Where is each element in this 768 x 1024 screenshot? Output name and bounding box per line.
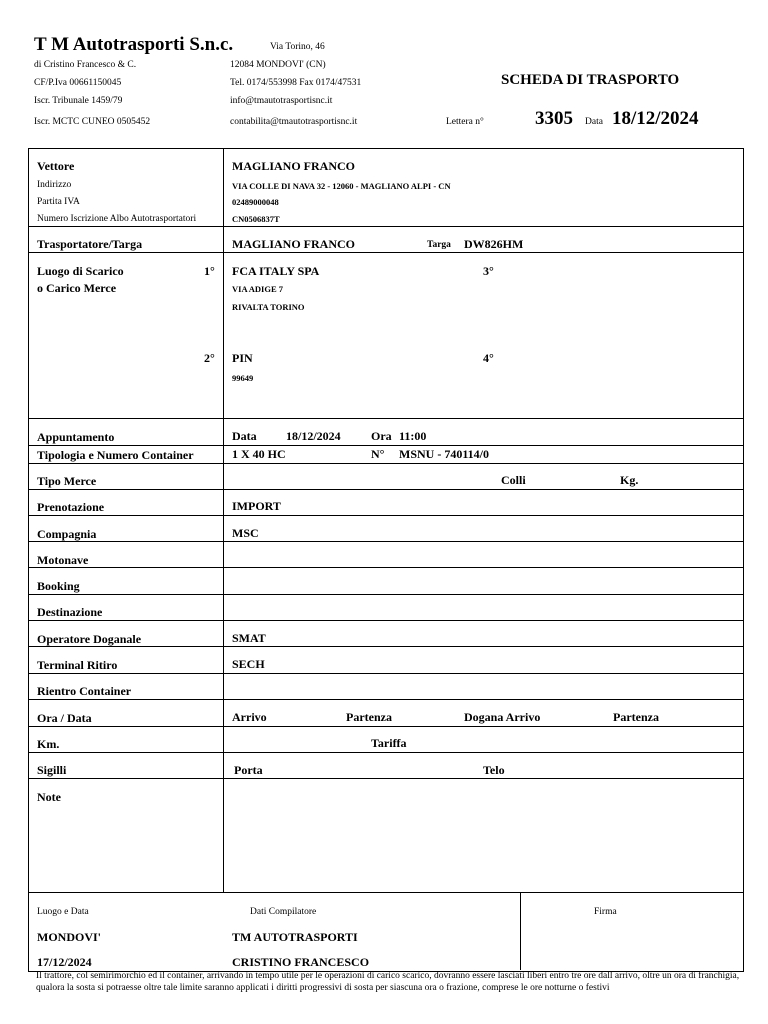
carrier-address-label: Indirizzo — [37, 180, 72, 190]
company-street: Via Torino, 46 — [270, 42, 325, 52]
seal-tarp-label: Telo — [483, 763, 505, 777]
seal-door-label: Porta — [234, 763, 263, 777]
row-divider — [28, 226, 744, 227]
goods-label: Tipo Merce — [37, 474, 97, 488]
arrival-label: Arrivo — [232, 710, 267, 724]
unloading-slot-4: 4° — [483, 351, 494, 365]
company-email-accounting: contabilita@tmautotrasportisnc.it — [230, 117, 358, 127]
date-label: Data — [585, 117, 603, 127]
row-divider — [28, 778, 744, 779]
row-divider — [28, 252, 744, 253]
company-city: 12084 MONDOVI' (CN) — [230, 60, 326, 70]
plate-label: Targa — [427, 240, 451, 250]
unloading-slot-3: 3° — [483, 264, 494, 278]
signature-label: Firma — [594, 907, 617, 917]
appointment-date: 18/12/2024 — [286, 429, 341, 443]
company-name: T M Autotrasporti S.n.c. — [34, 34, 234, 55]
company-tribunale: Iscr. Tribunale 1459/79 — [34, 96, 123, 106]
letter-number: 3305 — [535, 108, 573, 129]
row-divider — [28, 515, 744, 516]
carrier-name: MAGLIANO FRANCO — [232, 159, 355, 173]
compiler-name: CRISTINO FRANCESCO — [232, 955, 370, 969]
row-divider — [28, 726, 744, 727]
document-date: 18/12/2024 — [612, 108, 699, 129]
unloading-label-line2: o Carico Merce — [37, 281, 117, 295]
row-divider — [28, 489, 744, 490]
transporter-name: MAGLIANO FRANCO — [232, 237, 355, 251]
row-divider — [28, 418, 744, 419]
disclaimer-text: Il trattore, col semirimorchio ed il container, arrivando in tempo utile per le operazioni di carico scarico, dovranno essere lasciati liberi entro tre ore dall arrivo, oltre un ora di franchigia, qualora la sosta si potraesse oltre tale limite saranno applicati i diritti progressivi di sosta per siascuna ora o frazione, comprese le ore notturne o festivi — [36, 971, 740, 993]
row-divider — [28, 892, 744, 893]
seals-label: Sigilli — [37, 763, 67, 777]
row-divider — [28, 463, 744, 464]
letter-number-label: Lettera n° — [446, 117, 484, 127]
departure-label: Partenza — [346, 710, 392, 724]
packages-label: Colli — [501, 473, 526, 487]
times-label: Ora / Data — [37, 711, 92, 725]
footer-date: 17/12/2024 — [37, 955, 92, 969]
booking-type-value: IMPORT — [232, 499, 281, 513]
unloading-slot-2: 2° — [204, 351, 215, 365]
form-frame — [28, 148, 744, 972]
weight-label: Kg. — [620, 473, 639, 487]
carrier-vat-label: Partita IVA — [37, 197, 80, 207]
row-divider — [28, 752, 744, 753]
carrier-registry: CN0506837T — [232, 214, 280, 224]
carrier-address: VIA COLLE DI NAVA 32 - 12060 - MAGLIANO ALPI - CN — [232, 181, 451, 191]
container-label: Tipologia e Numero Container — [37, 448, 194, 462]
customs-operator-value: SMAT — [232, 631, 266, 645]
unloading-label-line1: Luogo di Scarico — [37, 264, 124, 278]
shipping-company-label: Compagnia — [37, 527, 97, 541]
company-email-info: info@tmautotrasportisnc.it — [230, 96, 333, 106]
carrier-registry-label: Numero Iscrizione Albo Autotrasportatori — [37, 214, 197, 224]
row-divider — [28, 594, 744, 595]
row-divider — [28, 673, 744, 674]
appointment-date-label: Data — [232, 429, 257, 443]
place-date-label: Luogo e Data — [37, 907, 89, 917]
destination-label: Destinazione — [37, 605, 103, 619]
company-mctc: Iscr. MCTC CUNEO 0505452 — [34, 117, 151, 127]
carrier-label: Vettore — [37, 159, 75, 173]
plate-number: DW826HM — [464, 237, 524, 251]
company-owners: di Cristino Francesco & C. — [34, 60, 137, 70]
container-number: MSNU - 740114/0 — [399, 447, 489, 461]
company-vat: CF/P.Iva 00661150045 — [34, 78, 122, 88]
vessel-label: Motonave — [37, 553, 89, 567]
unloading-slot-1: 1° — [204, 264, 215, 278]
customs-arrival-label: Dogana Arrivo — [464, 710, 541, 724]
terminal-label: Terminal Ritiro — [37, 658, 118, 672]
tariff-label: Tariffa — [371, 736, 407, 750]
carrier-vat: 02489000048 — [232, 197, 279, 207]
container-number-label: N° — [371, 447, 385, 461]
company-phone-fax: Tel. 0174/553998 Fax 0174/47531 — [230, 78, 362, 88]
place2-code: 99649 — [232, 373, 254, 383]
row-divider — [28, 567, 744, 568]
document-title: SCHEDA DI TRASPORTO — [501, 72, 680, 88]
compiler-company: TM AUTOTRASPORTI — [232, 930, 358, 944]
place1-address-line2: RIVALTA TORINO — [232, 302, 305, 312]
row-divider — [28, 620, 744, 621]
compiler-label: Dati Compilatore — [250, 907, 317, 917]
place1-address-line1: VIA ADIGE 7 — [232, 284, 284, 294]
km-label: Km. — [37, 737, 60, 751]
appointment-time: 11:00 — [399, 429, 427, 443]
column-divider — [223, 148, 224, 892]
place2-name: PIN — [232, 351, 253, 365]
row-divider — [28, 445, 744, 446]
container-return-label: Rientro Container — [37, 684, 132, 698]
row-divider — [28, 541, 744, 542]
transporter-label: Trasportatore/Targa — [37, 237, 143, 251]
booking-type-label: Prenotazione — [37, 500, 105, 514]
shipping-company-value: MSC — [232, 526, 259, 540]
appointment-label: Appuntamento — [37, 430, 115, 444]
footer-divider — [520, 892, 521, 970]
footer-place: MONDOVI' — [37, 930, 101, 944]
container-type: 1 X 40 HC — [232, 447, 286, 461]
row-divider — [28, 699, 744, 700]
customs-operator-label: Operatore Doganale — [37, 632, 142, 646]
notes-label: Note — [37, 790, 61, 804]
appointment-time-label: Ora — [371, 429, 392, 443]
booking-label: Booking — [37, 579, 80, 593]
customs-departure-label: Partenza — [613, 710, 659, 724]
place1-name: FCA ITALY SPA — [232, 264, 320, 278]
terminal-value: SECH — [232, 657, 265, 671]
